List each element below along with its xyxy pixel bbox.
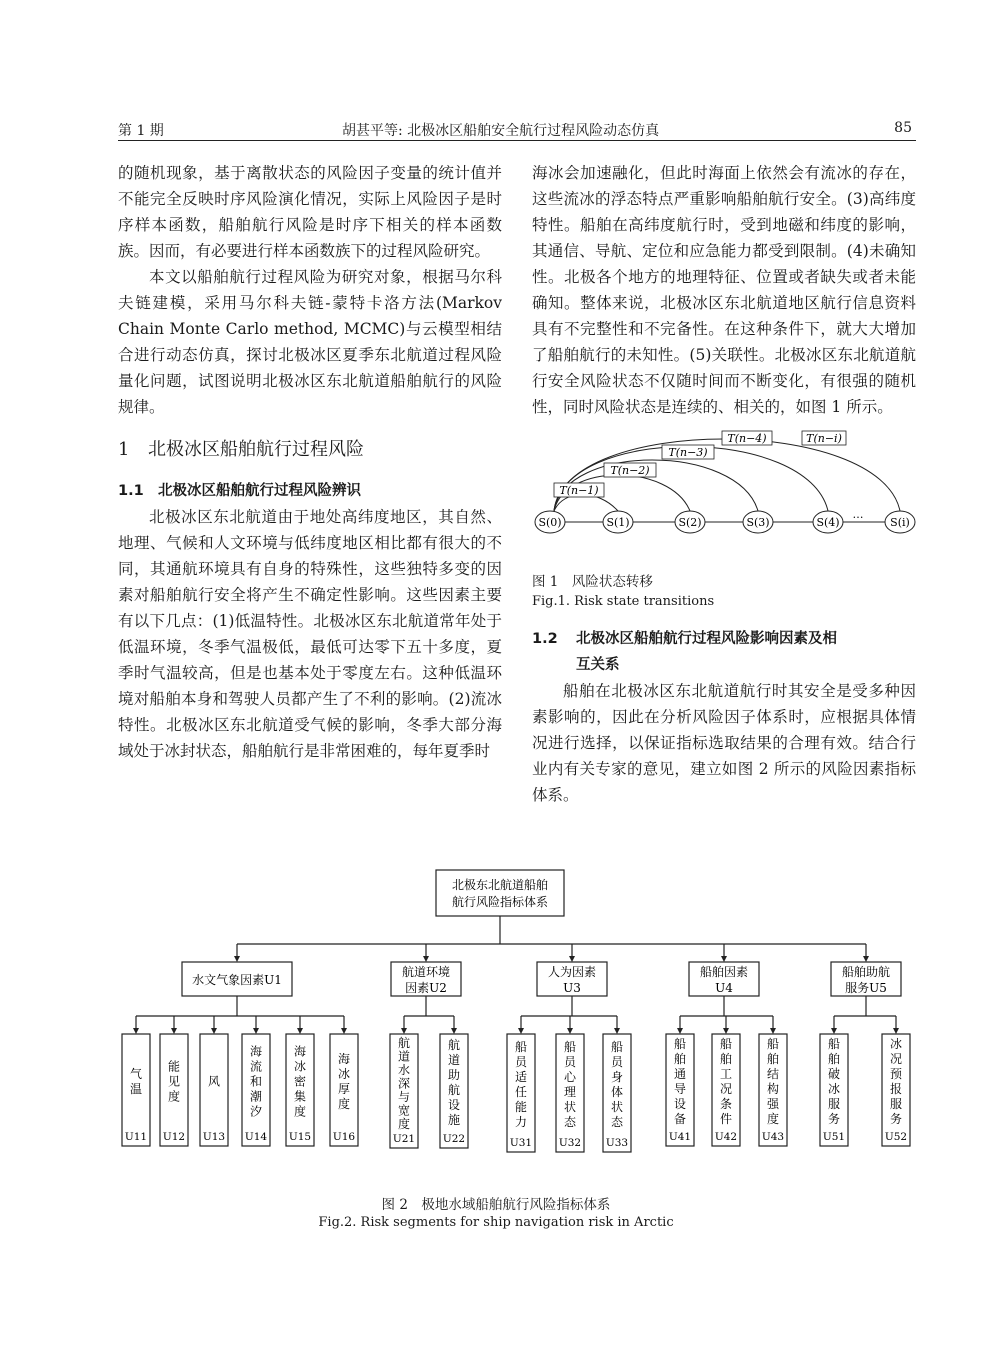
indicator-char: 度: [397, 1116, 411, 1131]
indicator-char: 体: [610, 1085, 624, 1099]
indicator-char: 状: [610, 1100, 624, 1114]
state-label: S(3): [746, 516, 770, 529]
arrow-head: [211, 1028, 217, 1034]
indicator-char: 员: [610, 1055, 624, 1069]
indicator-char: 深: [397, 1076, 411, 1091]
state-label: S(0): [538, 516, 562, 529]
figure-1: [532, 424, 916, 572]
indicator-char: 海: [293, 1044, 307, 1059]
indicator-char: 宽: [397, 1103, 411, 1118]
category-label: 服务U5: [845, 981, 887, 995]
left-paragraph-1: 的随机现象，基于离散状态的风险因子变量的统计值并不能完全反映时序风险演化情况，实际上风险因子是时序样本函数，船舶航行风险是时序下相关的样本函数族。因而，有必要进行样本函数族下的过程风险研究。: [118, 164, 502, 260]
indicator-char: 度: [337, 1097, 351, 1111]
indicator-char: 见: [167, 1074, 181, 1089]
arrow-head: [451, 1028, 457, 1034]
indicator-char: 冰: [827, 1082, 841, 1096]
figure-1-caption-cn: 图 1 风险状态转移: [532, 574, 653, 590]
indicator-char: 船: [514, 1040, 528, 1054]
transition-label: T(n−i): [806, 432, 842, 445]
running-header: [118, 118, 916, 141]
state-label: S(2): [678, 516, 702, 529]
indicator-char: 集: [293, 1089, 307, 1104]
indicator-char: 船: [766, 1037, 780, 1051]
indicator-char: 身: [610, 1070, 624, 1084]
indicator-char: 舶: [673, 1052, 687, 1066]
arrow-head: [133, 1028, 139, 1034]
figure-2-caption-en: Fig.2. Risk segments for ship navigation risk in Arctic: [318, 1215, 674, 1230]
indicator-char: 导: [673, 1082, 687, 1096]
indicator-char: 预: [889, 1067, 903, 1081]
arrow-head: [401, 1028, 407, 1034]
indicator-char: 和: [249, 1074, 263, 1089]
indicator-char: 态: [610, 1115, 624, 1129]
category-label: 水文气象因素U1: [192, 973, 282, 987]
indicator-char: 海: [337, 1052, 351, 1066]
arrow-head: [341, 1028, 347, 1034]
indicator-char: 船: [827, 1037, 841, 1051]
indicator-char: 航: [447, 1083, 461, 1097]
indicator-char: 员: [563, 1055, 577, 1069]
section-1-1-title: 北极冰区船舶航行过程风险辨识: [158, 483, 361, 499]
indicator-char: 服: [827, 1097, 841, 1111]
indicator-char: 况: [889, 1052, 903, 1066]
indicator-char: 适: [514, 1070, 528, 1084]
indicator-char: 强: [766, 1097, 780, 1111]
section-1-title: 北极冰区船舶航行过程风险: [148, 439, 364, 460]
arrow-head: [567, 1028, 573, 1034]
indicator-char: 务: [827, 1112, 841, 1126]
left-paragraph-2: 本文以船舶航行过程风险为研究对象，根据马尔科夫链建模，采用马尔科夫链-蒙特卡洛方法(Markov Chain Monte Carlo method, MCMC)与云模型相结合进行动态仿真，探讨北极冰区夏季东北航道过程风险量化问题，试图说明北极冰区东北航道船舶航行的风险规律。: [118, 268, 502, 416]
section-1-heading: [118, 436, 502, 464]
indicator-char: 员: [514, 1055, 528, 1069]
ellipsis-label: …: [852, 508, 864, 521]
section-1-2-number: 1.2: [532, 631, 558, 647]
indicator-char: 潮: [249, 1089, 263, 1104]
issue-number: 第 1 期: [118, 123, 164, 139]
indicator-char: 船: [719, 1037, 733, 1051]
indicator-char: 务: [889, 1112, 903, 1126]
state-label: S(i): [890, 516, 910, 529]
indicator-code: U33: [605, 1137, 629, 1149]
risk-index-tree: [0, 868, 992, 1188]
arrow-head: [831, 1028, 837, 1034]
left-column: [118, 160, 502, 764]
section-1-2-title-b: 互关系: [576, 657, 620, 673]
indicator-char: 舶: [827, 1052, 841, 1066]
figure-1-caption-en: Fig.1. Risk state transitions: [532, 594, 715, 609]
section-1-number: 1: [118, 439, 130, 460]
indicator-char: 道: [447, 1053, 461, 1067]
category-label: 航道环境: [401, 965, 451, 979]
indicator-char: 汐: [249, 1104, 263, 1119]
indicator-char: 船: [563, 1040, 577, 1054]
indicator-char: 条: [719, 1097, 733, 1111]
category-label: 船舶助航: [841, 965, 891, 979]
indicator-char: 航: [397, 1035, 411, 1050]
arrow-head: [518, 1028, 524, 1034]
left-paragraph-3: 北极冰区东北航道由于地处高纬度地区，其自然、地理、气候和人文环境与低纬度地区相比都有很大的不同，其通航环境具有自身的特殊性，这些独特多变的因素对船舶航行安全将产生不确定性影响。这些因素主要有以下几点：(1)低温特性。北极冰区东北航道常年处于低温环境，冬季气温极低，最低可达零下五十多度，夏季时气温较高，但是也基本处于零度左右。这种低温环境对船舶本身和驾驶人员都产生了不利的影响。(2)流冰特性。北极冰区东北航道受气候的影响，冬季大部分海域处于冰封状态，船舶航行是非常困难的，每年夏季时: [118, 508, 502, 760]
indicator-char: 度: [167, 1089, 181, 1104]
arrow-head: [569, 956, 575, 962]
indicator-char: 备: [673, 1112, 687, 1126]
indicator-char: 助: [447, 1068, 461, 1082]
indicator-char: 破: [827, 1067, 841, 1081]
indicator-char: 度: [293, 1104, 307, 1119]
arrow-head: [770, 1028, 776, 1034]
arrow-head: [677, 1028, 683, 1034]
page-number: 85: [894, 120, 912, 136]
indicator-char: 工: [719, 1067, 733, 1081]
indicator-char: 服: [889, 1097, 903, 1111]
indicator-char: 结: [766, 1067, 780, 1081]
arrow-head: [893, 1028, 899, 1034]
indicator-code: U22: [442, 1133, 466, 1145]
indicator-char: 船: [673, 1037, 687, 1051]
indicator-code: U21: [392, 1133, 416, 1145]
arrow-head: [614, 1028, 620, 1034]
indicator-code: U52: [884, 1131, 908, 1143]
indicator-char: 冰: [337, 1067, 351, 1081]
indicator-char: 航: [447, 1038, 461, 1052]
indicator-char: 设: [447, 1098, 461, 1112]
indicator-code: U51: [822, 1131, 846, 1143]
indicator-char: 舶: [719, 1052, 733, 1066]
indicator-char: 冰: [293, 1059, 307, 1074]
indicator-code: U14: [244, 1131, 268, 1143]
right-column: [532, 160, 916, 808]
transition-label: T(n−1): [559, 484, 599, 497]
indicator-char: 能: [167, 1059, 181, 1074]
right-paragraph-2: 船舶在北极冰区东北航道航行时其安全是受多种因素影响的，因此在分析风险因子体系时，应根据具体情况进行选择，以保证指标选取结果的合理有效。结合行业内有关专家的意见，建立如图 2 所示的风险因素指标体系。: [532, 682, 916, 804]
category-label: U3: [563, 981, 581, 995]
indicator-char: 件: [719, 1112, 733, 1126]
indicator-char: 理: [563, 1085, 577, 1099]
indicator-char: 构: [766, 1082, 780, 1096]
transition-label: T(n−3): [668, 446, 708, 459]
indicator-char: 流: [249, 1059, 263, 1074]
arrow-head: [863, 956, 869, 962]
indicator-char: 施: [447, 1113, 461, 1127]
indicator-code: U32: [558, 1137, 582, 1149]
indicator-char: 力: [514, 1115, 528, 1129]
indicator-code: U15: [288, 1131, 312, 1143]
transition-label: T(n−4): [727, 432, 767, 445]
indicator-code: U43: [761, 1131, 785, 1143]
arrow-head: [171, 1028, 177, 1034]
section-1-1-heading: [118, 478, 502, 504]
state-label: S(4): [816, 516, 840, 529]
indicator-char: 设: [673, 1097, 687, 1111]
indicator-char: 气: [129, 1067, 143, 1081]
arrow-head: [721, 956, 727, 962]
risk-state-diagram: [532, 424, 916, 572]
indicator-code: U16: [332, 1131, 356, 1143]
category-label: 船舶因素: [699, 965, 749, 979]
indicator-code: U41: [668, 1131, 692, 1143]
indicator-code: U42: [714, 1131, 738, 1143]
indicator-char: 密: [293, 1074, 307, 1089]
section-1-2-heading: [532, 626, 916, 678]
indicator-char: 态: [563, 1115, 577, 1129]
indicator-char: 况: [719, 1082, 733, 1096]
root-label: 航行风险指标体系: [451, 895, 549, 909]
arrow-head: [423, 956, 429, 962]
indicator-char: 船: [610, 1040, 624, 1054]
arrow-head: [723, 1028, 729, 1034]
indicator-char: 海: [249, 1044, 263, 1059]
indicator-char: 厚: [337, 1082, 351, 1096]
indicator-code: U13: [202, 1131, 226, 1143]
arrow-head: [253, 1028, 259, 1034]
indicator-char: 度: [766, 1112, 780, 1126]
category-label: U4: [715, 981, 733, 995]
indicator-char: 能: [514, 1100, 528, 1114]
section-1-1-number: 1.1: [118, 483, 144, 499]
indicator-char: 与: [397, 1089, 411, 1104]
indicator-char: 心: [563, 1070, 577, 1084]
arrow-head: [297, 1028, 303, 1034]
indicator-char: 温: [129, 1082, 143, 1096]
indicator-code: U12: [162, 1131, 186, 1143]
root-label: 北极东北航道船舶: [451, 878, 549, 892]
indicator-char: 任: [514, 1085, 528, 1099]
category-label: 因素U2: [405, 981, 447, 995]
indicator-char: 舶: [766, 1052, 780, 1066]
category-label: 人为因素: [547, 965, 597, 979]
root-box: [436, 870, 564, 916]
section-1-2-title-a: 北极冰区船舶航行过程风险影响因素及相: [576, 631, 837, 647]
transition-label: T(n−2): [610, 464, 650, 477]
arrow-head: [234, 956, 240, 962]
indicator-char: 道: [397, 1049, 411, 1064]
indicator-char: 状: [563, 1100, 577, 1114]
figure-2-caption-cn: 图 2 极地水域船舶航行风险指标体系: [381, 1197, 611, 1213]
indicator-char: 通: [673, 1067, 687, 1081]
indicator-box: [200, 1034, 228, 1146]
state-label: S(1): [606, 516, 630, 529]
indicator-code: U11: [124, 1131, 148, 1143]
indicator-char: 风: [207, 1074, 221, 1089]
indicator-char: 冰: [889, 1037, 903, 1051]
right-paragraph-1: 海冰会加速融化，但此时海面上依然会有流冰的存在，这些流冰的浮态特点严重影响船舶航行安全。(3)高纬度特性。船舶在高纬度航行时，受到地磁和纬度的影响，其通信、导航、定位和应急能力都受到限制。(4)未确知性。北极各个地方的地理特征、位置或者缺失或者未能确知。整体来说，北极冰区东北航道地区航行信息资料具有不完整性和不完备性。在这种条件下，就大大增加了船舶航行的未知性。(5)关联性。北极冰区东北航道航行安全风险状态不仅随时间而不断变化，有很强的随机性，同时风险状态是连续的、相关的，如图 1 所示。: [532, 164, 916, 416]
indicator-char: 水: [397, 1062, 411, 1077]
indicator-code: U31: [509, 1137, 533, 1149]
running-title: 胡甚平等: 北极冰区船舶安全航行过程风险动态仿真: [342, 123, 660, 139]
indicator-char: 报: [889, 1082, 903, 1096]
